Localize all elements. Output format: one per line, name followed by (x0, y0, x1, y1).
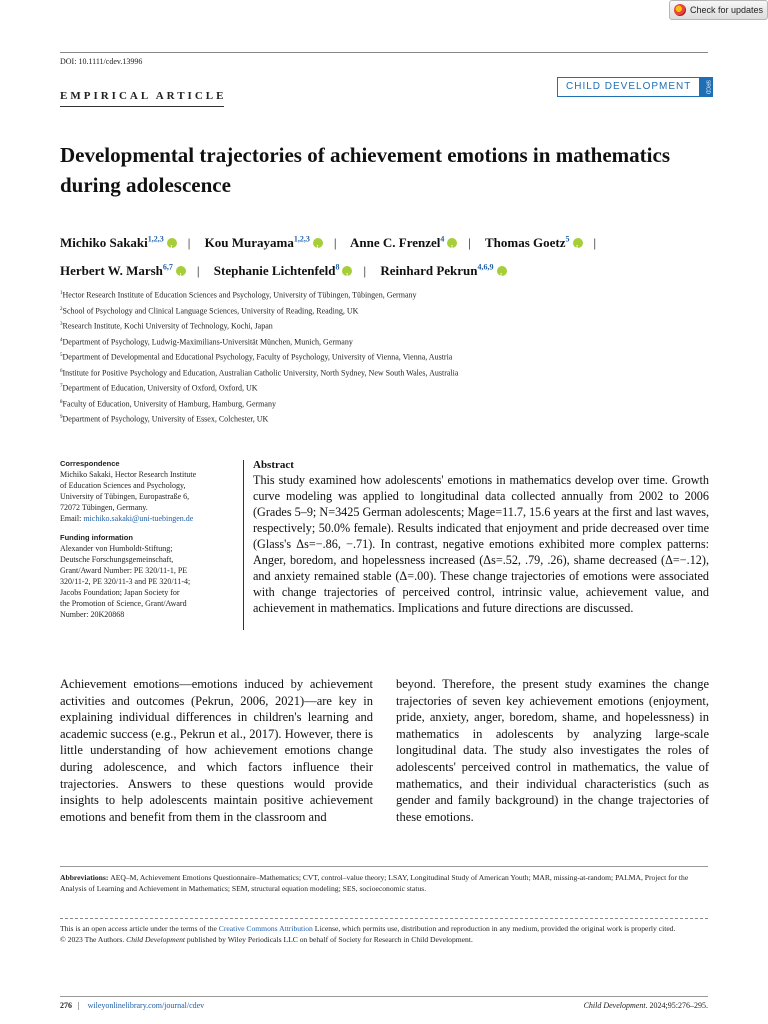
abstract-text: This study examined how adolescents' emotions in mathematics develop over time. Growth curve modeling was applied to longitudinal data collected annually from 2002 to 2006 (Grades 5–9; N=3425 German adolescents; Mage=11.7, 15.6 years at the first and last waves, respectively; 50.0% female). Results indicated that enjoyment and pride decreased over time (Glass's Δs=−.86, −.71). In contrast, negative emotions exhibited more complex patterns: Anger, boredom, and hopelessness increased (Δs=.52, .79, .26), shame decreased (Δ=−.12), and anxiety remained stable (Δ=.00). These change trajectories of emotions were associated with change trajectories of perceived control, intrinsic value, achievement value, and achievement in mathematics. Implications and future directions are discussed. (253, 473, 709, 615)
author-frenzel[interactable]: Anne C. Frenzel$^4$i (350, 235, 457, 250)
funding-line: Deutsche Forschungsgemeinschaft, (60, 555, 174, 564)
article-title: Developmental trajectories of achievement emotions in mathematics during adolescence (60, 143, 670, 197)
funding-line: Grant/Award Number: PE 320/11-1, PE (60, 566, 188, 575)
funding-line: Number: 20K20868 (60, 610, 125, 619)
author-pekrun[interactable]: Reinhard Pekrun$^{4,6,9}$i (380, 263, 506, 278)
orcid-icon[interactable] (342, 266, 352, 276)
abstract-heading: Abstract (253, 459, 294, 471)
author-goetz[interactable]: Thomas Goetz$^5$i (485, 235, 583, 250)
doi: DOI: 10.1111/cdev.13996 (60, 57, 143, 66)
correspondence-line: of Education Sciences and Psychology, (60, 481, 186, 490)
author-sakaki[interactable]: Michiko Sakaki$^{1,2,3}$i (60, 235, 177, 250)
article-type-rule (60, 106, 224, 107)
affiliation: $^9$Department of Psychology, University of Essex, Colchester, UK (60, 414, 269, 424)
funding-line: 320/11-2, PE 320/11-3 and PE 320/11-4; (60, 577, 191, 586)
journal-badge (557, 77, 713, 97)
journal-url-link[interactable]: wileyonlinelibrary.com/journal/cdev (87, 1001, 205, 1010)
orcid-icon[interactable] (573, 238, 583, 248)
abbreviations (60, 872, 708, 894)
page-number: 276 (60, 1001, 72, 1010)
body-text-right: beyond. Therefore, the present study examines the change trajectories of seven key achievement emotions (enjoyment, pride, anxiety, anger, boredom, shame, and hopelessness) in mathematics in adolescents by analyzing large-scale longitudinal data. The study also investigates the roles of adolescents' perceived control in mathematics, the value of mathematics, and their individual characteristics (such as gender and family background) in the change trajectories of these emotions. (396, 677, 709, 824)
citation: Child Development. 2024;95:276–295. (583, 1001, 708, 1010)
correspondence-line: Michiko Sakaki, Hector Research Institute (60, 470, 197, 479)
author-list: Michiko Sakaki$^{1,2,3}$i | Kou Murayama$^{1,2,3}$i | Anne C. Frenzel$^4$i | Thomas Goetz$^5$i | Herbert W. Marsh$^{6,7}$i | Stephanie Lichtenfeld$^8$i | Reinhard Pekrun$^{4,6,9}$i (60, 228, 720, 283)
article-type: EMPIRICAL ARTICLE (60, 90, 227, 102)
orcid-icon[interactable] (176, 266, 186, 276)
license-notice: This is an open access article under the terms of the Creative Commons Attribution License, which permits use, distribution and reproduction in any medium, provided the original work is properly cited. © 2023 The Authors. Child Development published by Wiley Periodicals LLC on behalf of Society for Research in Child Development. (60, 923, 708, 945)
page-footer: 276 | wileyonlinelibrary.com/journal/cdev Child Development. 2024;95:276–295. (60, 1001, 708, 1010)
body-text-left: Achievement emotions—emotions induced by achievement activities and outcomes (Pekrun, 2006, 2021)—are key in explaining individual differences in children's learning and academic success (e.g., Pekrun et al., 2017). However, there is little understanding of how achievement emotions change during adolescence, and which factors influence their trajectories. Answers to these questions would provide insights to help adolescents maintain positive achievement emotions and benefit from them in the classroom and (60, 677, 373, 824)
correspondence-heading: Correspondence (60, 459, 120, 468)
correspondence-line: 72072 Tübingen, Germany. (60, 503, 148, 512)
author-lichtenfeld[interactable]: Stephanie Lichtenfeld$^8$i (214, 263, 353, 278)
affiliation: $^7$Department of Education, University of Oxford, Oxford, UK (60, 383, 258, 393)
funding-block (60, 532, 235, 620)
affiliations (60, 288, 720, 428)
sidebar-info (60, 458, 235, 628)
crossmark-icon (674, 4, 686, 16)
column-divider (243, 460, 244, 630)
orcid-icon[interactable] (497, 266, 507, 276)
affiliation: $^6$Institute for Positive Psychology and Education, Australian Catholic University, North Sydney, New South Wales, Australia (60, 368, 459, 378)
footer-rule (60, 996, 708, 997)
creative-commons-link[interactable]: Creative Commons Attribution (218, 924, 313, 933)
affiliation: $^3$Research Institute, Kochi University of Technology, Kochi, Japan (60, 321, 273, 331)
copyright-line: © 2023 The Authors. Child Development published by Wiley Periodicals LLC on behalf of Society for Research in Child Development. (60, 935, 473, 944)
license-rule (60, 918, 708, 919)
email-link[interactable]: michiko.sakaki@uni-tuebingen.de (83, 514, 194, 523)
header-rule (60, 52, 708, 53)
journal-badge-label: CHILD DEVELOPMENT (557, 77, 700, 97)
abbreviations-label: Abbreviations: (60, 873, 111, 882)
author-marsh[interactable]: Herbert W. Marsh$^{6,7}$i (60, 263, 186, 278)
abstract (253, 458, 709, 616)
abbreviations-text: AEQ–M, Achievement Emotions Questionnaire–Mathematics; CVT, control–value theory; LSAY, Longitudinal Study of American Youth; MAR, missing-at-random; PALMA, Project for the Analysis of Learning and Achievement in Mathematics; SEM, structural equation modeling; SES, socioeconomic status. (60, 873, 689, 893)
funding-line: Alexander von Humboldt-Stiftung; (60, 544, 173, 553)
correspondence-line: University of Tübingen, Europastraße 6, (60, 492, 190, 501)
affiliation: $^2$School of Psychology and Clinical Language Sciences, University of Reading, Reading, UK (60, 306, 359, 316)
affiliation: $^5$Department of Developmental and Educational Psychology, Faculty of Psychology, University of Vienna, Vienna, Austria (60, 352, 453, 362)
correspondence-block (60, 458, 235, 524)
funding-heading: Funding information (60, 533, 133, 542)
check-for-updates-button[interactable] (669, 0, 768, 20)
affiliation: $^4$Department of Psychology, Ludwig-Maximilians-Universität München, Munich, Germany (60, 337, 353, 347)
funding-line: Jacobs Foundation; Japan Society for (60, 588, 180, 597)
journal-badge-side: SRCD (700, 77, 713, 97)
affiliation: $^1$Hector Research Institute of Education Sciences and Psychology, University of Tübingen, Tübingen, Germany (60, 290, 417, 300)
orcid-icon[interactable] (167, 238, 177, 248)
correspondence-email-line: Email: michiko.sakaki@uni-tuebingen.de (60, 514, 194, 523)
check-for-updates-label: Check for updates (690, 5, 764, 15)
affiliation: $^8$Faculty of Education, University of Hamburg, Hamburg, Germany (60, 399, 276, 409)
funding-line: the Promotion of Science, Grant/Award (60, 599, 187, 608)
orcid-icon[interactable] (313, 238, 323, 248)
orcid-icon[interactable] (447, 238, 457, 248)
author-murayama[interactable]: Kou Murayama$^{1,2,3}$i (205, 235, 323, 250)
abbreviations-rule (60, 866, 708, 867)
